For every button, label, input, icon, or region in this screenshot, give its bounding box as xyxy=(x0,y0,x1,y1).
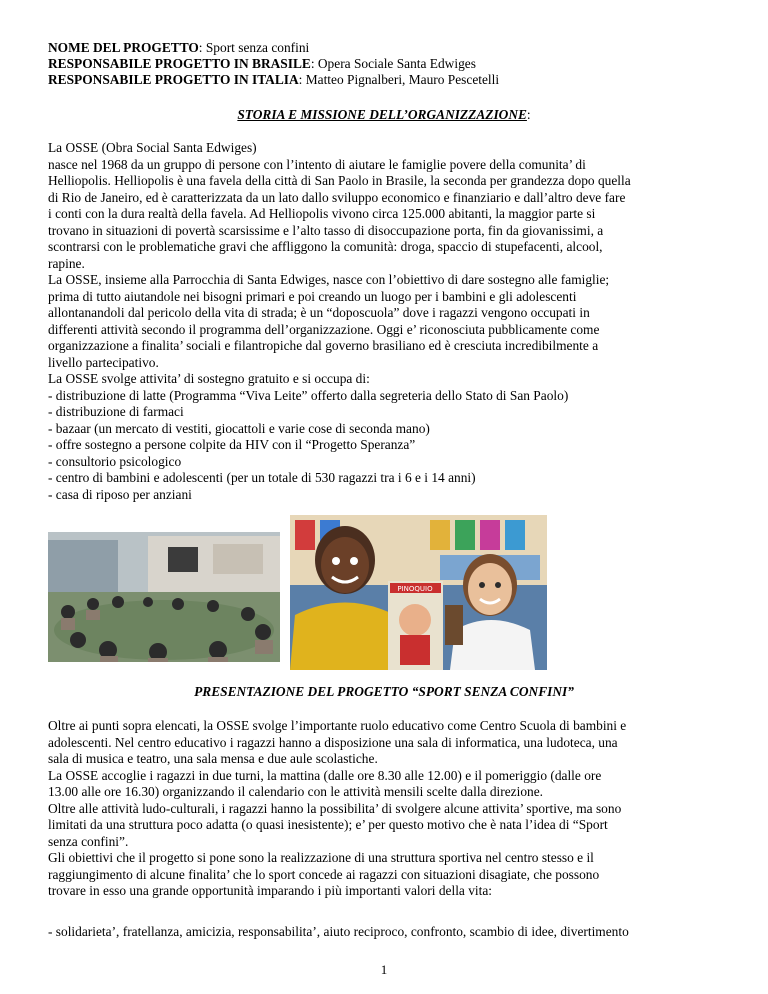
history-line: - offre sostegno a persone colpite da HIV con il “Progetto Speranza” xyxy=(48,437,416,452)
children-book-illustration xyxy=(290,515,547,670)
history-line: - centro di bambini e adolescenti (per un totale di 530 ragazzi tra i 6 e i 14 anni) xyxy=(48,470,476,485)
presentation-line: Oltre alle attività ludo-culturali, i ragazzi hanno la possibilita’ di svolgere alcune attivita’ sportive, ma sono xyxy=(48,800,622,816)
presentation-section-title xyxy=(0,684,768,700)
history-line: - distribuzione di farmaci xyxy=(48,404,184,419)
history-line: scontrarsi con le problematiche gravi che affliggono la comunità: droga, spaccio di stupefacenti, alcool, xyxy=(48,239,603,254)
history-body xyxy=(48,140,738,503)
brazil-responsible-line xyxy=(48,56,748,72)
history-line: - distribuzione di latte (Programma “Viva Leite” offerto dalla segreteria dello Stato di San Paolo) xyxy=(48,387,569,403)
history-line: trovano in situazioni di povertà scarsissime e l’alto tasso di disoccupazione porta, fin da giovanissimi, a xyxy=(48,222,604,238)
presentation-line: Oltre ai punti sopra elencati, la OSSE svolge l’importante ruolo educativo come Centro Scuola di bambini e xyxy=(48,718,627,733)
history-line: prima di tutto aiutandole nei bisogni primari e poi creando un luogo per i bambini e gli adolescenti xyxy=(48,288,577,304)
history-line: differenti attività secondo il programma dell’organizzazione. Oggi e’ riconosciuta pubblicamente come xyxy=(48,321,600,337)
presentation-line: sala di musica e teatro, una sala mensa e due aule scolastiche. xyxy=(48,751,378,766)
history-line: Helliopolis. Helliopolis è una favela della città di San Paolo in Brasile, la seconda per grandezza dopo quella xyxy=(48,173,631,188)
presentation-line: trovare in esso una grande opportunità imparando i più importanti valori della vita: xyxy=(48,883,493,898)
history-line: La OSSE (Obra Social Santa Edwiges) xyxy=(48,140,257,155)
presentation-line: adolescenti. Nel centro educativo i ragazzi hanno a disposizione una sala di informatica, una ludoteca, una xyxy=(48,734,618,750)
presentation-line: limitati da una struttura poco adatta (o quasi inesistente); e’ per questo motivo che è nata l’idea di “Sport xyxy=(48,817,608,832)
history-line: - casa di riposo per anziani xyxy=(48,486,192,502)
italy-responsible-line xyxy=(48,72,748,88)
project-name-label: NOME DEL PROGETTO xyxy=(48,40,199,55)
history-line: nasce nel 1968 da un gruppo di persone con l’intento di aiutare le famiglie povere della comunita’ di xyxy=(48,156,586,172)
children-circle-illustration xyxy=(48,532,280,662)
history-line: organizzazione a finalita’ sociali e filantropiche dal governo brasiliano ed è cresciuta incredibilmente a xyxy=(48,338,599,353)
italy-responsible-label: RESPONSABILE PROGETTO IN ITALIA xyxy=(48,72,299,87)
history-line: rapine. xyxy=(48,255,85,271)
brazil-responsible-value: : Opera Sociale Santa Edwiges xyxy=(310,56,476,71)
presentation-line: Gli obiettivi che il progetto si pone sono la realizzazione di una struttura sportiva nel centro stesso e il xyxy=(48,850,594,865)
history-line: di Rio de Janeiro, ed è caratterizzata da un lato dallo sviluppo economico e finanziario e dall’altro deve fare xyxy=(48,189,626,205)
history-line: La OSSE svolge attivita’ di sostegno gratuito e si occupa di: xyxy=(48,371,370,386)
presentation-body xyxy=(48,718,738,900)
italy-responsible-value: : Matteo Pignalberi, Mauro Pescetelli xyxy=(298,72,500,87)
history-title-text: STORIA E MISSIONE DELL’ORGANIZZAZIONE xyxy=(237,107,527,122)
history-line: livello partecipativo. xyxy=(48,354,159,370)
project-name-value: : Sport senza confini xyxy=(198,40,310,55)
presentation-title-text: PRESENTAZIONE DEL PROGETTO “SPORT SENZA CONFINI” xyxy=(194,684,574,699)
history-line: allontanandoli dal pericolo della vita di strada; è un “doposcuola” dove i ragazzi vengono occupati in xyxy=(48,305,590,320)
values-line-text: - solidarieta’, fratellanza, amicizia, responsabilita’, aiuto reciproco, confronto, scambio di idee, divertimento xyxy=(48,924,629,939)
history-line: - consultorio psicologico xyxy=(48,453,182,469)
history-line: i conti con la dura realtà della favela. Ad Helliopolis vivono circa 125.000 abitanti, la maggior parte si xyxy=(48,206,596,221)
book-title-text: PINOQUIO xyxy=(397,585,433,593)
brazil-responsible-label: RESPONSABILE PROGETTO IN BRASILE xyxy=(48,56,311,71)
history-section-title xyxy=(0,107,768,123)
project-name-line xyxy=(48,40,748,56)
presentation-line: 13.00 alle ore 16.30) organizzando il calendario con le attività mensili scelte dalla direzione. xyxy=(48,784,544,799)
presentation-line: senza confini”. xyxy=(48,833,129,849)
history-line: La OSSE, insieme alla Parrocchia di Santa Edwiges, nasce con l’obiettivo di dare sostegno alle famiglie; xyxy=(48,272,610,287)
history-line: - bazaar (un mercato di vestiti, giocattoli e varie cose di seconda mano) xyxy=(48,420,430,436)
children-circle-photo xyxy=(48,532,280,662)
page-number: 1 xyxy=(380,962,388,977)
history-title-colon: : xyxy=(526,107,531,122)
presentation-line: La OSSE accoglie i ragazzi in due turni, la mattina (dalle ore 8.30 alle 12.00) e il pomeriggio (dalle ore xyxy=(48,767,602,783)
children-book-photo xyxy=(290,515,547,670)
presentation-line: raggiungimento di alcune finalita’ che lo sport concede ai ragazzi con situazioni disagiate, che possono xyxy=(48,866,600,882)
values-line xyxy=(48,924,738,941)
